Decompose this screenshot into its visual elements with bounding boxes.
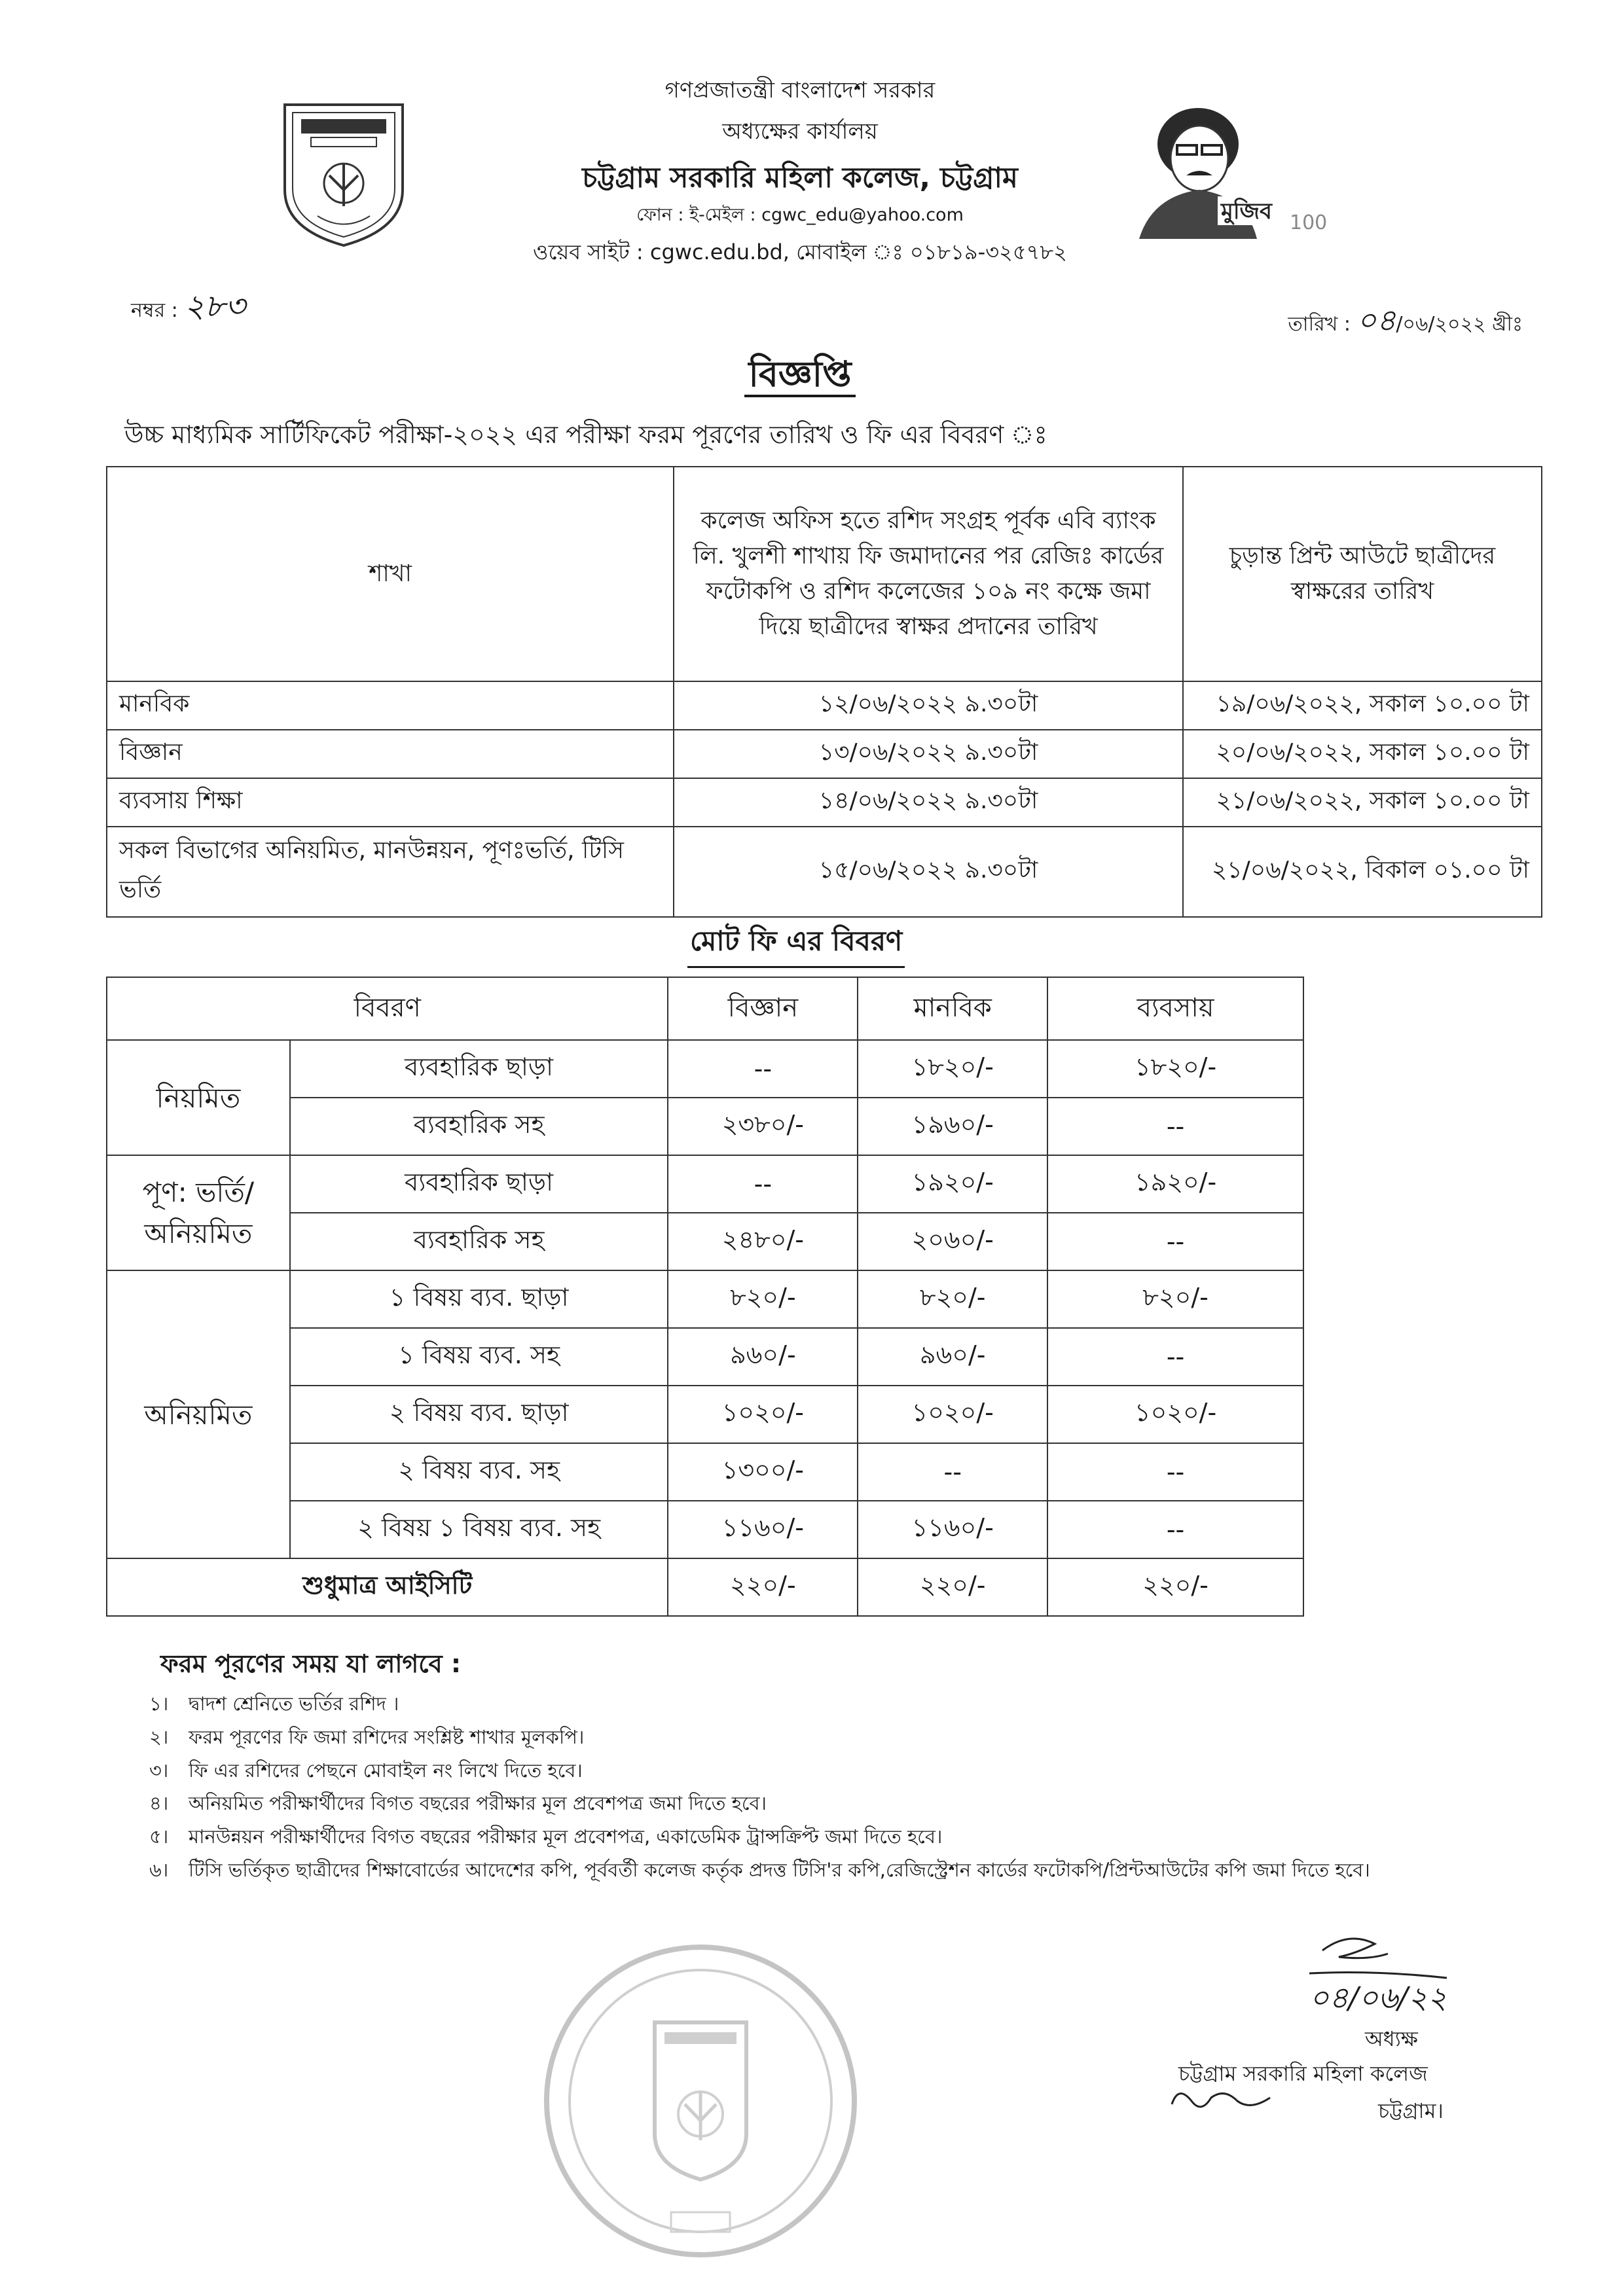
schedule-header-branch: শাখা [107, 467, 674, 681]
fee-item: ১ বিষয় ব্যব. ছাড়া [290, 1270, 668, 1328]
fee-group-readmission: পূণ: ভর্তি/ অনিয়মিত [107, 1155, 290, 1270]
fee-header-row [107, 977, 1303, 1040]
government-heading: গণপ্রজাতন্ত্রী বাংলাদেশ সরকার [664, 77, 936, 103]
fee-humanities: ২২০/- [858, 1558, 1047, 1616]
fee-header-humanities: মানবিক [858, 977, 1047, 1040]
date-day: ০৪ [1356, 302, 1396, 338]
notice-subtitle: উচ্চ মাধ্যমিক সার্টিফিকেট পরীক্ষা-২০২২ এর পরীক্ষা ফরম পূরণের তারিখ ও ফি এর বিবরণ ঃ [124, 420, 1047, 449]
signature-date: ০৪/০৬/২২ [1309, 1980, 1447, 2015]
schedule-final-date: ২০/০৬/২০২২, সকাল ১০.০০ টা [1183, 730, 1542, 778]
fee-humanities: ২০৬০/- [858, 1213, 1047, 1270]
fee-science: ১০২০/- [668, 1386, 858, 1443]
fee-ict-label: শুধুমাত্র আইসিটি [107, 1558, 668, 1616]
fee-humanities: ১০২০/- [858, 1386, 1047, 1443]
fee-science: ১৩০০/- [668, 1443, 858, 1501]
svg-text:100: 100 [1290, 211, 1328, 234]
schedule-branch: মানবিক [107, 681, 674, 730]
table-row [107, 778, 1542, 827]
fee-item: ব্যবহারিক ছাড়া [290, 1040, 668, 1098]
fee-item: ব্যবহারিক সহ [290, 1213, 668, 1270]
list-item: ২। ফরম পূরণের ফি জমা রশিদের সংশ্লিষ্ট শাখার মূলকপি। [149, 1725, 585, 1748]
fee-science: -- [668, 1040, 858, 1098]
fee-humanities: ১৮২০/- [858, 1040, 1047, 1098]
contact-line: ফোন : ই-মেইল : cgwc_edu@yahoo.com [636, 205, 964, 225]
memo-number [131, 283, 245, 334]
fee-science: -- [668, 1155, 858, 1213]
fee-header-description: বিবরণ [107, 977, 668, 1040]
fee-science: ৮২০/- [668, 1270, 858, 1328]
fee-science: ২৩৮০/- [668, 1098, 858, 1155]
fee-item: ২ বিষয় ব্যব. সহ [290, 1443, 668, 1501]
official-seal [537, 1937, 864, 2265]
fee-science: ২২০/- [668, 1558, 858, 1616]
schedule-header-fee-date: কলেজ অফিস হতে রশিদ সংগ্রহ পূর্বক এবি ব্যাংক লি. খুলশী শাখায় ফি জমাদানের পর রেজিঃ কার্ডের ফটোকপি ও রশিদ কলেজের ১০৯ নং কক্ষে জমা দিয়ে ছাত্রীদের স্বাক্ষর প্রদানের তারিখ [674, 467, 1183, 681]
signatory-college: চট্টগ্রাম সরকারি মহিলা কলেজ [1178, 2061, 1428, 2086]
notice-title: বিজ্ঞপ্তি [0, 347, 1600, 406]
table-row [107, 1558, 1303, 1616]
list-item: ৪। অনিয়মিত পরীক্ষার্থীদের বিগত বছরের পরীক্ষার মূল প্রবেশপত্র জমা দিতে হবে। [149, 1792, 767, 1815]
requirements-title: ফরম পূরণের সময় যা লাগবে : [160, 1649, 462, 1678]
fee-business: ১৮২০/- [1047, 1040, 1303, 1098]
fee-item: ব্যবহারিক ছাড়া [290, 1155, 668, 1213]
fee-science: ২৪৮০/- [668, 1213, 858, 1270]
fee-header-business: ব্যবসায় [1047, 977, 1303, 1040]
requirements-list [149, 1687, 1524, 1887]
fee-item: ব্যবহারিক সহ [290, 1098, 668, 1155]
table-row [107, 1155, 1303, 1213]
memo-label: নম্বর : [131, 299, 178, 322]
fee-humanities: ১৯২০/- [858, 1155, 1047, 1213]
fee-section-title: মোট ফি এর বিবরণ [687, 920, 905, 968]
fee-science: ৯৬০/- [668, 1328, 858, 1386]
schedule-final-date: ২১/০৬/২০২২, সকাল ১০.০০ টা [1183, 778, 1542, 827]
fee-header-science: বিজ্ঞান [668, 977, 858, 1040]
signatory-city: চট্টগ্রাম। [1378, 2098, 1444, 2123]
date-rest: /০৬/২০২২ খ্রীঃ [1396, 313, 1523, 336]
schedule-final-date: ২১/০৬/২০২২, বিকাল ০১.০০ টা [1183, 827, 1542, 917]
fee-business: -- [1047, 1213, 1303, 1270]
fee-business: ২২০/- [1047, 1558, 1303, 1616]
secondary-signature [1165, 2078, 1277, 2124]
fee-humanities: ৯৬০/- [858, 1328, 1047, 1386]
schedule-branch: সকল বিভাগের অনিয়মিত, মানউন্নয়ন, পূণঃভর্তি, টিসি ভর্তি [107, 827, 674, 917]
fee-business: -- [1047, 1443, 1303, 1501]
fee-business: ১০২০/- [1047, 1386, 1303, 1443]
college-name: চট্টগ্রাম সরকারি মহিলা কলেজ, চট্টগ্রাম [582, 162, 1018, 194]
schedule-table [106, 466, 1542, 918]
svg-text:মুজিব: মুজিব [1221, 198, 1272, 224]
fee-item: ২ বিষয় ব্যব. ছাড়া [290, 1386, 668, 1443]
schedule-final-date: ১৯/০৬/২০২২, সকাল ১০.০০ টা [1183, 681, 1542, 730]
list-item: ৩। ফি এর রশিদের পেছনে মোবাইল নং লিখে দিতে হবে। [149, 1759, 583, 1782]
fee-item: ২ বিষয় ১ বিষয় ব্যব. সহ [290, 1501, 668, 1558]
schedule-header-final-date: চুড়ান্ত প্রিন্ট আউটে ছাত্রীদের স্বাক্ষরের তারিখ [1183, 467, 1542, 681]
fee-humanities: ১১৬০/- [858, 1501, 1047, 1558]
list-item: ৫। মানউন্নয়ন পরীক্ষার্থীদের বিগত বছরের পরীক্ষার মূল প্রবেশপত্র, একাডেমিক ট্রান্সক্রিপ্ট জমা দিতে হবে। [149, 1825, 943, 1848]
fee-humanities: -- [858, 1443, 1047, 1501]
schedule-fee-date: ১২/০৬/২০২২ ৯.৩০টা [674, 681, 1183, 730]
list-item: ৬। টিসি ভর্তিকৃত ছাত্রীদের শিক্ষাবোর্ডের আদেশের কপি, পূর্ববর্তী কলেজ কর্তৃক প্রদত্ত টিসি'র কপি,রেজিস্ট্রেশন কার্ডের ফটোকপি/প্রিন্টআউটের কপি জমা দিতে হবে। [149, 1858, 1370, 1881]
list-item: ১। দ্বাদশ শ্রেনিতে ভর্তির রশিদ । [149, 1693, 399, 1715]
fee-table [106, 977, 1304, 1617]
schedule-fee-date: ১৫/০৬/২০২২ ৯.৩০টা [674, 827, 1183, 917]
fee-group-irregular: অনিয়মিত [107, 1270, 290, 1558]
fee-business: -- [1047, 1328, 1303, 1386]
date-label: তারিখ : [1288, 313, 1351, 336]
schedule-branch: ব্যবসায় শিক্ষা [107, 778, 674, 827]
table-row [107, 1270, 1303, 1328]
schedule-fee-date: ১৩/০৬/২০২২ ৯.৩০টা [674, 730, 1183, 778]
fee-science: ১১৬০/- [668, 1501, 858, 1558]
table-row [107, 1040, 1303, 1098]
fee-business: -- [1047, 1098, 1303, 1155]
schedule-fee-date: ১৪/০৬/২০২২ ৯.৩০টা [674, 778, 1183, 827]
signatory-role: অধ্যক্ষ [1365, 2026, 1418, 2051]
website-line: ওয়েব সাইট : cgwc.edu.bd, মোবাইল ঃ ০১৮১৯-৩২৫৭৮২ [533, 240, 1067, 264]
fee-business: ১৯২০/- [1047, 1155, 1303, 1213]
schedule-branch: বিজ্ঞান [107, 730, 674, 778]
fee-business: -- [1047, 1501, 1303, 1558]
table-row [107, 730, 1542, 778]
schedule-header-row [107, 467, 1542, 681]
table-row [107, 681, 1542, 730]
fee-business: ৮২০/- [1047, 1270, 1303, 1328]
fee-humanities: ৮২০/- [858, 1270, 1047, 1328]
notice-date [1288, 298, 1523, 348]
fee-humanities: ১৯৬০/- [858, 1098, 1047, 1155]
memo-value: ২৮৩ [184, 288, 245, 325]
fee-group-regular: নিয়মিত [107, 1040, 290, 1155]
table-row [107, 827, 1542, 917]
fee-item: ১ বিষয় ব্যব. সহ [290, 1328, 668, 1386]
office-heading: অধ্যক্ষের কার্যালয় [722, 118, 878, 145]
